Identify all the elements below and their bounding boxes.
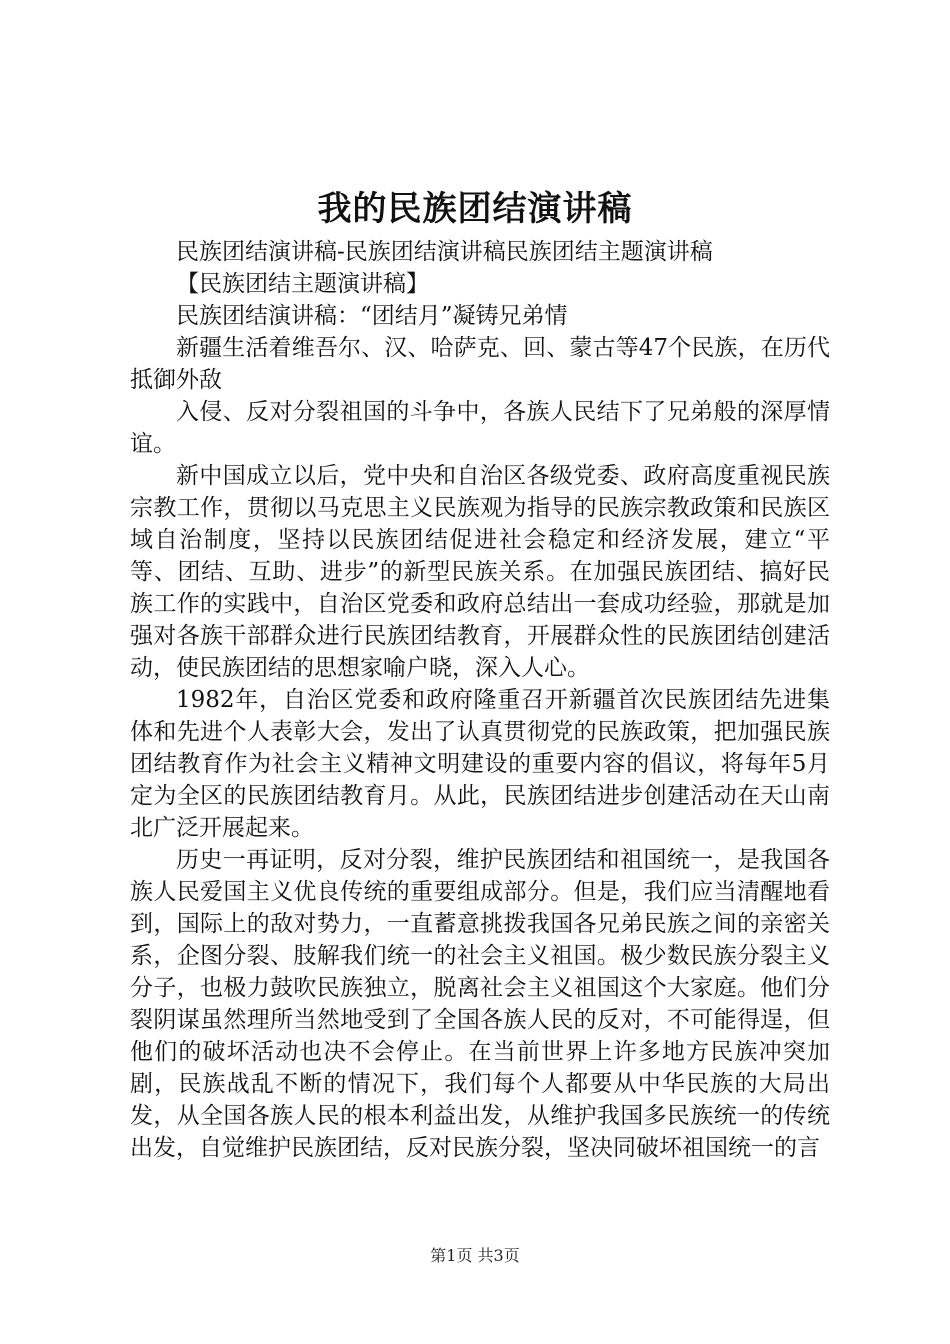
page-number-footer: 第1页 共3页: [430, 1246, 520, 1265]
paragraph: 入侵、反对分裂祖国的斗争中，各族人民结下了兄弟般的深厚情谊。: [130, 399, 830, 457]
paragraph: 1982年，自治区党委和政府隆重召开新疆首次民族团结先进集体和先进个人表彰大会，发出了认真贯彻党的民族政策，把加强民族团结教育作为社会主义精神文明建设的重要内容的倡议，将每年5月定为全区的民族团结教育月。从此，民族团结进步创建活动在天山南北广泛开展起来。: [130, 687, 830, 841]
paragraph: 民族团结演讲稿：“团结月”凝铸兄弟情: [176, 303, 568, 329]
paragraph: 新中国成立以后，党中央和自治区各级党委、政府高度重视民族宗教工作，贯彻以马克思主义民族观为指导的民族宗教政策和民族区域自治制度，坚持以民族团结促进社会稳定和经济发展，建立“平等、团结、互助、进步”的新型民族关系。在加强民族团结、搞好民族工作的实践中，自治区党委和政府总结出一套成功经验，那就是加强对各族干部群众进行民族团结教育，开展群众性的民族团结创建活动，使民族团结的思想家喻户晓，深入人心。: [130, 463, 830, 681]
paragraph: 新疆生活着维吾尔、汉、哈萨克、回、蒙古等47个民族，在历代抵御外敌: [130, 335, 830, 393]
document-body: [130, 236, 830, 1164]
document-title: 我的民族团结演讲稿: [317, 189, 633, 229]
paragraph: 民族团结演讲稿-民族团结演讲稿民族团结主题演讲稿: [176, 239, 713, 265]
paragraph: 历史一再证明，反对分裂，维护民族团结和祖国统一，是我国各族人民爱国主义优良传统的重要组成部分。但是，我们应当清醒地看到，国际上的敌对势力，一直蓄意挑拨我国各兄弟民族之间的亲密关系，企图分裂、肢解我们统一的社会主义祖国。极少数民族分裂主义分子，也极力鼓吹民族独立，脱离社会主义祖国这个大家庭。他们分裂阴谋虽然理所当然地受到了全国各族人民的反对，不可能得逞，但他们的破坏活动也决不会停止。在当前世界上许多地方民族冲突加剧，民族战乱不断的情况下，我们每个人都要从中华民族的大局出发，从全国各族人民的根本利益出发，从维护我国多民族统一的传统出发，自觉维护民族团结，反对民族分裂，坚决同破坏祖国统一的言: [130, 847, 830, 1161]
paragraph: 【民族团结主题演讲稿】: [176, 271, 429, 297]
